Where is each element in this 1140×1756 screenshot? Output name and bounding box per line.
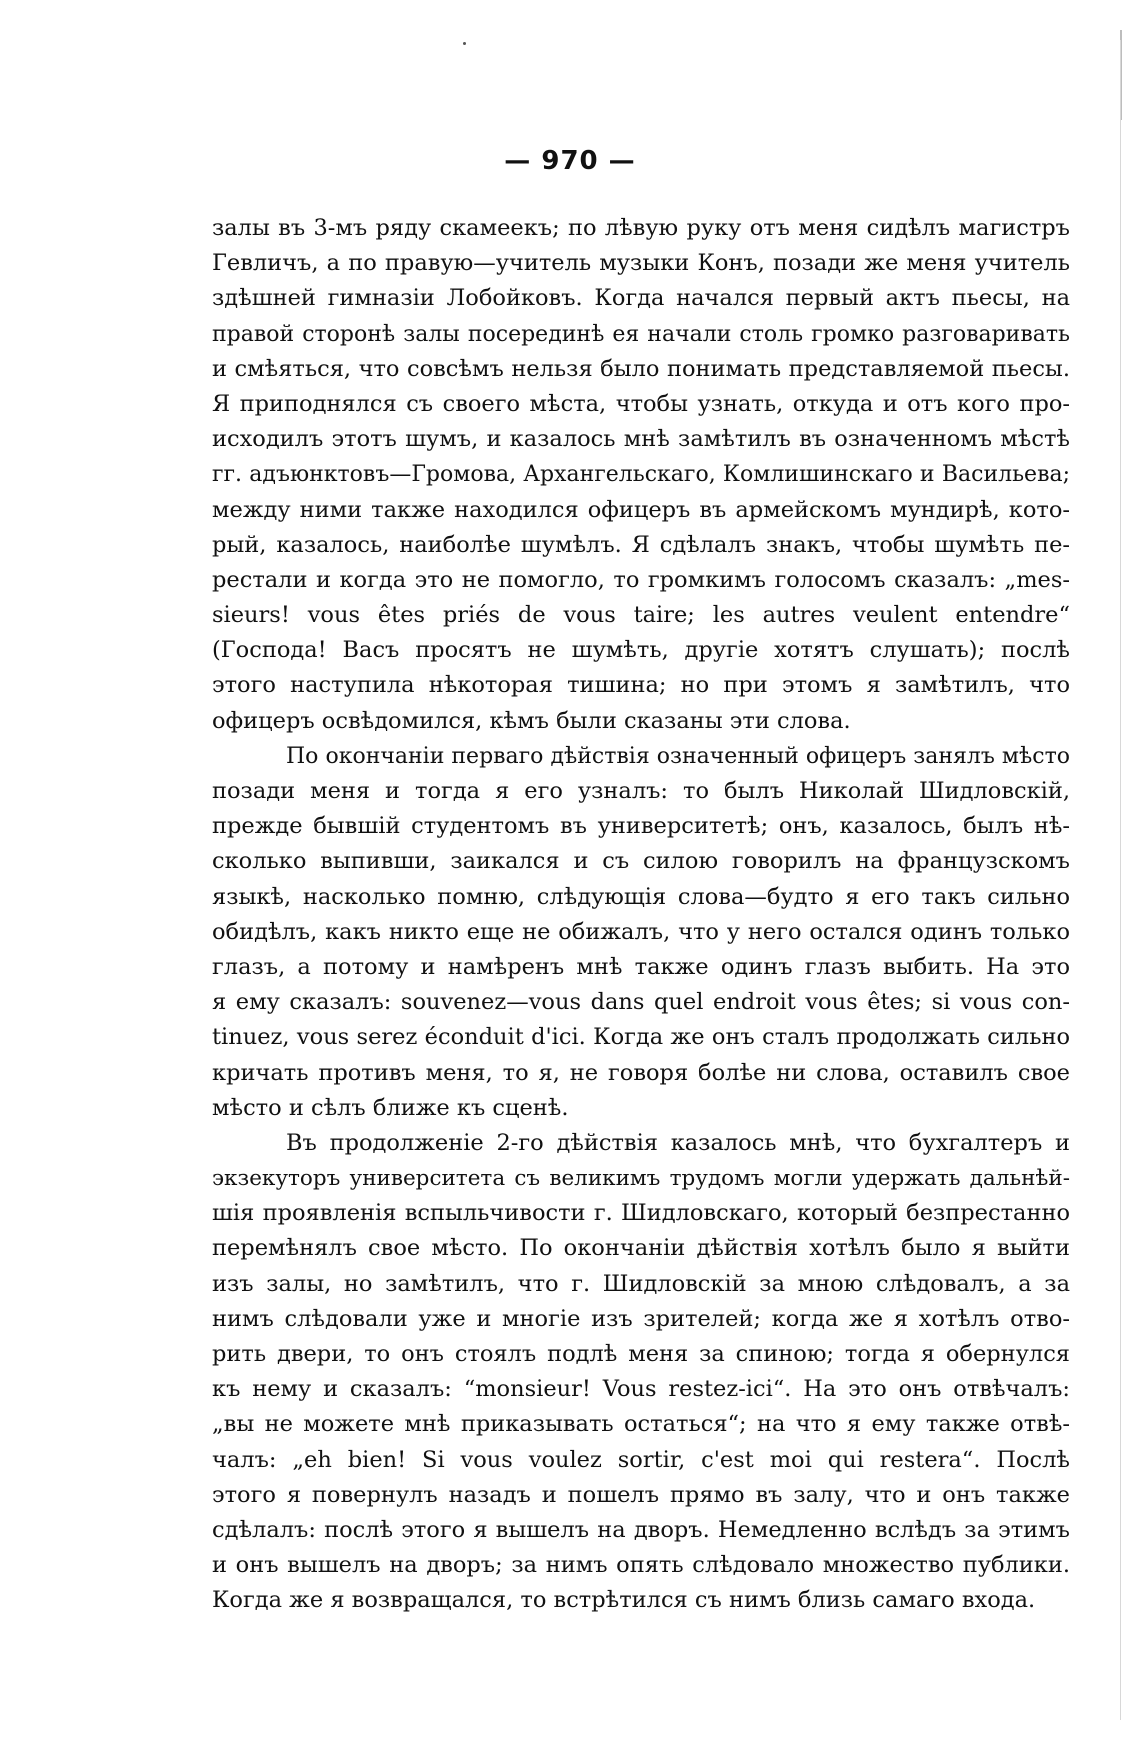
text-line: правой сторонѣ залы посерединѣ ея начали столь громко разговаривать	[212, 321, 1070, 347]
page-number: — 970 —	[504, 146, 636, 176]
text-line: здѣшней гимназіи Лобойковъ. Когда начался первый актъ пьесы, на	[212, 285, 1070, 312]
text-line: гг. адъюнктовъ—Громова, Архангельскаго, Комлишинскаго и Васильева;	[212, 462, 1070, 488]
text-line: я ему сказалъ: souvenez—vous dans quel endroit vous êtes; si vous con-	[212, 989, 1070, 1016]
text-line: рить двери, то онъ стоялъ подлѣ меня за спиною; тогда я обернулся	[212, 1341, 1070, 1367]
text-line: исходилъ этотъ шумъ, и казалось мнѣ замѣтилъ въ означенномъ мѣстѣ	[212, 426, 1070, 453]
text-line: tinuez, vous serez éconduit d'ici. Когда же онъ сталъ продолжать сильно	[212, 1024, 1070, 1051]
text-line: По окончаніи перваго дѣйствія означенный офицеръ занялъ мѣсто	[286, 743, 1070, 769]
text-line: кричать противъ меня, то я, не говоря болѣе ни слова, оставилъ свое	[212, 1059, 1070, 1086]
text-line: и смѣяться, что совсѣмъ нельзя было понимать представляемой пьесы.	[212, 355, 1070, 382]
text-line: чалъ: „eh bien! Si vous voulez sortir, c'est moi qui restera“. Послѣ	[212, 1446, 1070, 1473]
text-line: этого я повернулъ назадъ и пошелъ прямо въ залу, что и онъ также	[212, 1481, 1070, 1508]
text-line: сколько выпивши, заикался и съ силою говорилъ на французскомъ	[212, 848, 1070, 875]
text-line: экзекуторъ университета съ великимъ трудомъ могли удержать дальнѣй-	[212, 1166, 1070, 1192]
text-line: обидѣлъ, какъ никто еще не обижалъ, что у него остался одинъ только	[212, 918, 1070, 945]
text-line: къ нему и сказалъ: “monsieur! Vous restez-ici“. На это онъ отвѣчалъ:	[212, 1376, 1070, 1403]
text-line: прежде бывшій студентомъ въ университетѣ; онъ, казалось, былъ нѣ-	[212, 813, 1070, 840]
text-line: мѣсто и сѣлъ ближе къ сценѣ.	[212, 1094, 569, 1121]
text-line: Гевличъ, а по правую—учитель музыки Конъ, позади же меня учитель	[212, 250, 1070, 277]
text-line: Я приподнялся съ своего мѣста, чтобы узнать, откуда и отъ кого про-	[212, 390, 1070, 417]
body-text	[212, 211, 1070, 1619]
text-line: глазъ, а потому и намѣренъ мнѣ также одинъ глазъ выбить. На это	[212, 953, 1070, 980]
text-line: языкѣ, насколько помню, слѣдующія слова—будто я его такъ сильно	[212, 883, 1070, 910]
text-line: sieurs! vous êtes priés de vous taire; les autres veulent entendre“	[212, 602, 1070, 629]
text-line: Въ продолженіе 2-го дѣйствія казалось мнѣ, что бухгалтеръ и	[286, 1129, 1070, 1156]
text-line: залы въ 3-мъ ряду скамеекъ; по лѣвую руку отъ меня сидѣлъ магистръ	[212, 215, 1070, 241]
text-line: этого наступила нѣкоторая тишина; но при этомъ я замѣтилъ, что	[212, 672, 1070, 699]
print-speck	[463, 42, 466, 45]
text-line: между ними также находился офицеръ въ армейскомъ мундирѣ, кото-	[212, 496, 1070, 523]
text-line: изъ залы, но замѣтилъ, что г. Шидловскій за мною слѣдовалъ, а за	[212, 1270, 1070, 1297]
text-line: сдѣлалъ: послѣ этого я вышелъ на дворъ. Немедленно вслѣдъ за этимъ	[212, 1516, 1070, 1543]
text-line: нимъ слѣдовали уже и многіе изъ зрителей; когда же я хотѣлъ отво-	[212, 1305, 1070, 1332]
text-line: и онъ вышелъ на дворъ; за нимъ опять слѣдовало множество публики.	[212, 1552, 1070, 1579]
text-line: перемѣнялъ свое мѣсто. По окончаніи дѣйствія хотѣлъ было я выйти	[212, 1235, 1070, 1262]
page-edge-line	[1120, 40, 1121, 1720]
text-line: „вы не можете мнѣ приказывать остаться“; на что я ему также отвѣ-	[212, 1411, 1070, 1438]
text-line: Когда же я возвращался, то встрѣтился съ нимъ близь самаго входа.	[212, 1587, 1036, 1614]
text-line: (Господа! Васъ просятъ не шумѣть, другіе хотятъ слушать); послѣ	[212, 637, 1070, 664]
text-line: офицеръ освѣдомился, кѣмъ были сказаны эти слова.	[212, 707, 851, 734]
text-line: шія проявленія вспыльчивости г. Шидловскаго, который безпрестанно	[212, 1200, 1070, 1227]
paragraph	[212, 739, 1070, 1126]
paragraph	[212, 1126, 1070, 1619]
text-line: рестали и когда это не помогло, то громкимъ голосомъ сказалъ: „mes-	[212, 566, 1070, 593]
paragraph	[212, 211, 1070, 739]
text-line: позади меня и тогда я его узналъ: то былъ Николай Шидловскій,	[212, 778, 1070, 804]
text-line: рый, казалось, наиболѣе шумѣлъ. Я сдѣлалъ знакъ, чтобы шумѣть пе-	[212, 531, 1070, 558]
